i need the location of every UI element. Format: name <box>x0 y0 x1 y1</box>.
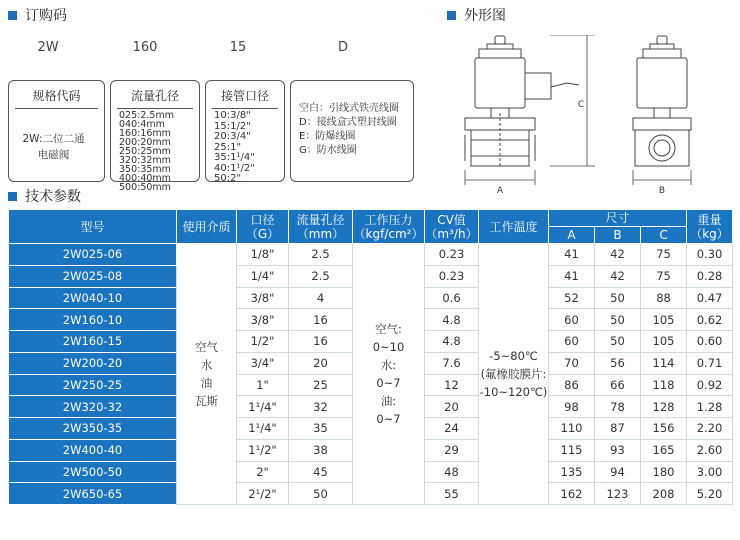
medium-cell-line: 油 <box>200 376 213 390</box>
spec-code-title: 规格代码 <box>32 89 81 103</box>
pressure-cell-line: 水: <box>380 358 397 372</box>
pressure-cell <box>353 244 425 505</box>
size-c-cell: 105 <box>641 331 687 353</box>
weight-cell: 0.71 <box>687 352 733 374</box>
weight-cell: 0.60 <box>687 331 733 353</box>
orifice-cell: 38 <box>289 439 353 461</box>
header-size-b: B <box>595 227 641 244</box>
size-b-cell: 50 <box>595 331 641 353</box>
size-b-cell: 50 <box>595 309 641 331</box>
size-b-cell: 94 <box>595 461 641 483</box>
port-cell: 1/4" <box>237 265 289 287</box>
tech-spec-table <box>8 209 733 505</box>
shape-section-title <box>447 5 506 25</box>
cv-cell: 55 <box>425 483 479 505</box>
size-c-cell: 88 <box>641 287 687 309</box>
model-cell: 2W200-20 <box>9 352 177 374</box>
model-cell: 2W400-40 <box>9 439 177 461</box>
port-cell: 3/8" <box>237 309 289 331</box>
size-a-cell: 60 <box>549 309 595 331</box>
section-square-icon <box>447 11 456 20</box>
size-b-cell: 87 <box>595 418 641 440</box>
tech-title-text: 技术参数 <box>25 189 81 205</box>
valve-side-view-drawing <box>625 35 715 195</box>
spec-code-line: 电磁阀 <box>37 149 70 161</box>
cv-cell: 0.6 <box>425 287 479 309</box>
port-line: 15:1/2" <box>214 120 251 132</box>
orifice-line: 025:2.5mm <box>119 110 174 121</box>
orifice-box <box>110 80 200 193</box>
port-line: 40:1¹/2" <box>214 162 255 174</box>
size-a-cell: 115 <box>549 439 595 461</box>
orifice-line: 400:40mm <box>119 173 171 184</box>
orifice-line: 500:50mm <box>119 182 171 193</box>
size-c-cell: 105 <box>641 309 687 331</box>
order-code-2w: 2W <box>37 40 59 55</box>
header-model: 型号 <box>9 210 177 244</box>
medium-cell <box>177 244 237 505</box>
valve-front-view-drawing <box>455 35 605 195</box>
weight-cell: 0.28 <box>687 265 733 287</box>
header-pressure <box>353 210 425 244</box>
orifice-line: 160:16mm <box>119 128 171 139</box>
port-cell: 3/8" <box>237 287 289 309</box>
header-weight <box>687 210 733 244</box>
port-cell: 1¹/4" <box>237 396 289 418</box>
weight-cell: 0.62 <box>687 309 733 331</box>
cv-cell: 20 <box>425 396 479 418</box>
size-c-cell: 180 <box>641 461 687 483</box>
port-cell: 1¹/2" <box>237 439 289 461</box>
header-cv-unit: （m³/h） <box>425 226 478 241</box>
temp-cell-line: -10~120℃) <box>479 385 548 399</box>
size-b-cell: 123 <box>595 483 641 505</box>
coil-line: G：防水线圈 <box>299 145 357 156</box>
size-b-cell: 78 <box>595 396 641 418</box>
size-a-cell: 98 <box>549 396 595 418</box>
order-title-text: 订购码 <box>25 8 67 24</box>
orifice-cell: 35 <box>289 418 353 440</box>
header-orifice <box>289 210 353 244</box>
orifice-cell: 4 <box>289 287 353 309</box>
cv-cell: 0.23 <box>425 265 479 287</box>
orifice-line: 040:4mm <box>119 119 165 130</box>
dim-c-label: C <box>577 100 585 110</box>
header-medium: 使用介质 <box>177 210 237 244</box>
size-c-cell: 128 <box>641 396 687 418</box>
port-cell: 1/8" <box>237 244 289 266</box>
orifice-line: 200:20mm <box>119 137 171 148</box>
cv-cell: 48 <box>425 461 479 483</box>
medium-cell-line: 水 <box>200 358 213 372</box>
cv-cell: 4.8 <box>425 309 479 331</box>
header-pressure-label: 工作压力 <box>364 212 413 227</box>
orifice-content <box>111 109 199 192</box>
size-c-cell: 156 <box>641 418 687 440</box>
size-a-cell: 60 <box>549 331 595 353</box>
port-line: 20:3/4" <box>214 131 251 142</box>
orifice-line: 250:25mm <box>119 146 171 157</box>
port-cell: 3/4" <box>237 352 289 374</box>
pressure-cell-line: 0~10 <box>372 340 405 354</box>
orifice-cell: 20 <box>289 352 353 374</box>
cv-cell: 4.8 <box>425 331 479 353</box>
cv-cell: 0.23 <box>425 244 479 266</box>
weight-cell: 3.00 <box>687 461 733 483</box>
port-cell: 2" <box>237 461 289 483</box>
model-cell: 2W500-50 <box>9 461 177 483</box>
orifice-cell: 25 <box>289 374 353 396</box>
model-cell: 2W025-08 <box>9 265 177 287</box>
header-port-label: 口径 <box>250 212 275 227</box>
temp-cell-line: (氟橡胶膜片: <box>480 367 547 381</box>
orifice-cell: 32 <box>289 396 353 418</box>
order-code-160: 160 <box>132 40 158 55</box>
spec-code-line: 2W:二位二通 <box>22 133 85 145</box>
size-a-cell: 110 <box>549 418 595 440</box>
cv-cell: 29 <box>425 439 479 461</box>
header-size-a: A <box>549 227 595 244</box>
size-c-cell: 75 <box>641 244 687 266</box>
size-a-cell: 52 <box>549 287 595 309</box>
orifice-cell: 50 <box>289 483 353 505</box>
port-line: 35:1¹/4" <box>214 152 255 163</box>
port-title: 接管口径 <box>220 89 269 103</box>
header-cv-label: CV值 <box>437 212 466 227</box>
weight-cell: 5.20 <box>687 483 733 505</box>
box-divider <box>15 108 98 109</box>
size-b-cell: 42 <box>595 265 641 287</box>
size-b-cell: 56 <box>595 352 641 374</box>
pressure-cell-line: 0~7 <box>376 412 401 426</box>
model-cell: 2W320-32 <box>9 396 177 418</box>
orifice-cell: 16 <box>289 331 353 353</box>
model-cell: 2W160-15 <box>9 331 177 353</box>
medium-cell-line: 空气 <box>195 340 218 354</box>
order-code-15: 15 <box>229 40 247 55</box>
cv-cell: 24 <box>425 418 479 440</box>
header-pressure-unit: （kgf/cm²） <box>353 226 424 241</box>
pressure-cell-line: 空气: <box>375 322 402 336</box>
header-temp: 工作温度 <box>479 210 549 244</box>
port-line: 50:2" <box>214 173 242 184</box>
coil-line: D：接线盒式塑封线圈 <box>299 117 397 128</box>
port-cell: 2¹/2" <box>237 483 289 505</box>
orifice-cell: 2.5 <box>289 244 353 266</box>
port-cell: 1¹/4" <box>237 418 289 440</box>
coil-line: E：防爆线圈 <box>299 131 356 142</box>
orifice-title: 流量孔径 <box>130 89 179 103</box>
section-square-icon <box>8 192 17 201</box>
model-cell: 2W025-06 <box>9 244 177 266</box>
size-c-cell: 165 <box>641 439 687 461</box>
spec-code-content <box>9 129 104 163</box>
weight-cell: 2.60 <box>687 439 733 461</box>
coil-line: 空白：引线式铁壳线圈 <box>299 103 399 114</box>
order-section-title <box>8 5 67 25</box>
model-cell: 2W040-10 <box>9 287 177 309</box>
port-box <box>205 80 285 182</box>
weight-cell: 0.92 <box>687 374 733 396</box>
shape-title-text: 外形图 <box>464 8 506 24</box>
header-size: 尺寸 <box>549 210 687 227</box>
size-b-cell: 93 <box>595 439 641 461</box>
table-row <box>9 244 733 266</box>
size-c-cell: 118 <box>641 374 687 396</box>
weight-cell: 0.47 <box>687 287 733 309</box>
model-cell: 2W250-25 <box>9 374 177 396</box>
weight-cell: 1.28 <box>687 396 733 418</box>
size-c-cell: 75 <box>641 265 687 287</box>
tech-section-title <box>8 186 81 206</box>
spec-code-box <box>8 80 105 182</box>
pressure-cell-line: 油: <box>380 394 397 408</box>
size-a-cell: 162 <box>549 483 595 505</box>
size-a-cell: 41 <box>549 265 595 287</box>
pressure-cell-line: 0~7 <box>376 376 401 390</box>
port-line: 10:3/8" <box>214 110 251 121</box>
weight-cell: 0.30 <box>687 244 733 266</box>
size-a-cell: 41 <box>549 244 595 266</box>
model-cell: 2W650-65 <box>9 483 177 505</box>
header-port <box>237 210 289 244</box>
size-c-cell: 114 <box>641 352 687 374</box>
model-cell: 2W350-35 <box>9 418 177 440</box>
orifice-cell: 16 <box>289 309 353 331</box>
cv-cell: 12 <box>425 374 479 396</box>
model-cell: 2W160-10 <box>9 309 177 331</box>
size-b-cell: 50 <box>595 287 641 309</box>
header-orifice-unit: （mm） <box>296 226 345 241</box>
cv-cell: 7.6 <box>425 352 479 374</box>
orifice-cell: 2.5 <box>289 265 353 287</box>
port-cell: 1/2" <box>237 331 289 353</box>
header-port-unit: （G） <box>245 226 280 241</box>
header-weight-unit: （kg） <box>690 226 729 241</box>
header-weight-label: 重量 <box>697 212 722 227</box>
port-line: 25:1" <box>214 141 242 153</box>
port-content <box>206 109 284 185</box>
header-cv <box>425 210 479 244</box>
orifice-line: 350:35mm <box>119 164 171 175</box>
weight-cell: 2.20 <box>687 418 733 440</box>
spec-table-body <box>9 244 733 505</box>
size-a-cell: 86 <box>549 374 595 396</box>
header-orifice-label: 流量孔径 <box>296 212 345 227</box>
port-cell: 1" <box>237 374 289 396</box>
temp-cell <box>479 244 549 505</box>
orifice-line: 320:32mm <box>119 155 171 166</box>
header-size-c: C <box>641 227 687 244</box>
order-code-d: D <box>337 40 348 55</box>
coil-content <box>291 81 413 158</box>
size-a-cell: 135 <box>549 461 595 483</box>
size-a-cell: 70 <box>549 352 595 374</box>
size-b-cell: 42 <box>595 244 641 266</box>
size-b-cell: 66 <box>595 374 641 396</box>
medium-cell-line: 瓦斯 <box>195 394 218 408</box>
dim-b-label: B <box>658 186 666 195</box>
temp-cell-line: -5~80℃ <box>489 349 538 363</box>
coil-box <box>290 80 414 182</box>
dim-a-label: A <box>496 186 504 195</box>
orifice-cell: 45 <box>289 461 353 483</box>
section-square-icon <box>8 11 17 20</box>
size-c-cell: 208 <box>641 483 687 505</box>
